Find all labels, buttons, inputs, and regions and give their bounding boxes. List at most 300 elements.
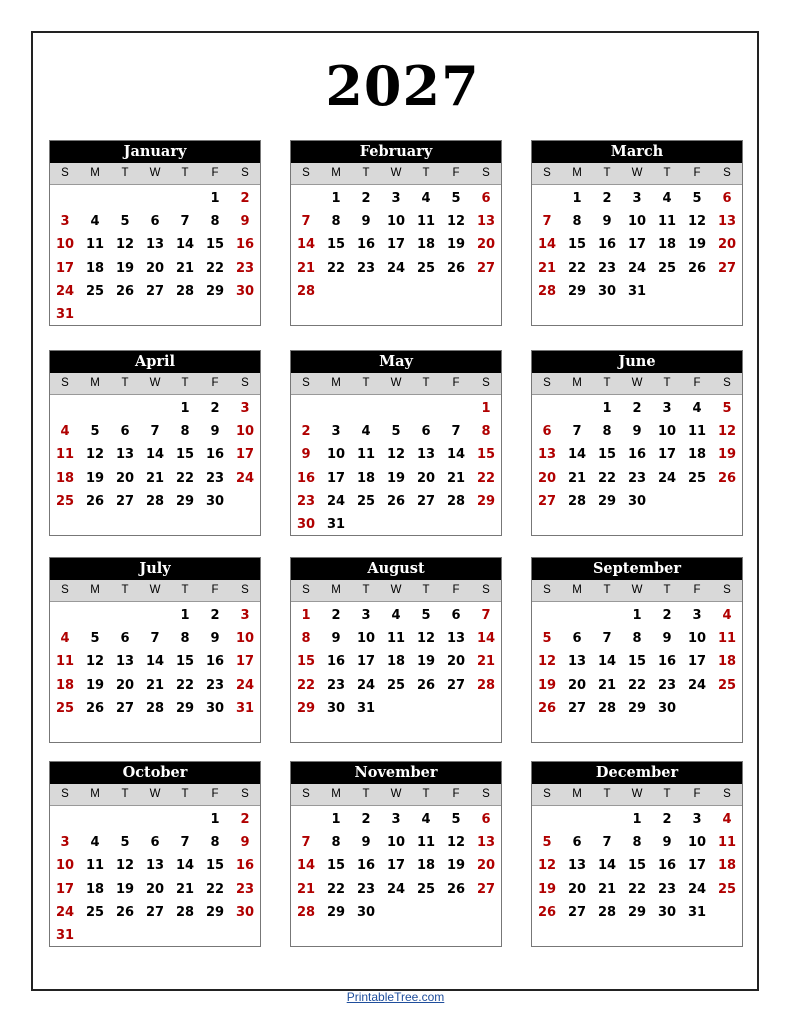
weekday-label: M — [572, 167, 582, 179]
day-cell: 3 — [692, 812, 702, 827]
weekday-label: W — [149, 788, 161, 800]
day-cell: 13 — [717, 214, 737, 230]
day-cell: 14 — [145, 654, 165, 670]
weekday-header — [532, 784, 742, 806]
day-cell: 9 — [361, 835, 371, 851]
empty-cell — [411, 397, 441, 420]
day-cell: 14 — [476, 631, 496, 647]
empty-cell — [351, 397, 381, 420]
day-cell: 23 — [296, 493, 316, 509]
day-cell: 5 — [120, 214, 130, 230]
day-cell: 11 — [55, 654, 75, 670]
day-cell: 28 — [597, 904, 617, 920]
day-cell: 23 — [235, 881, 255, 897]
day-cell: 18 — [717, 654, 737, 670]
day-cell: 29 — [627, 904, 647, 920]
weekday-label: M — [572, 377, 582, 389]
empty-cell — [532, 187, 562, 210]
weekday-label: T — [181, 167, 189, 179]
day-cell: 27 — [567, 700, 587, 716]
day-cell: 25 — [416, 881, 436, 897]
day-cell: 14 — [175, 237, 195, 253]
month-june — [531, 350, 743, 536]
day-cell: 12 — [537, 654, 557, 670]
empty-cell — [50, 397, 80, 420]
day-cell: 16 — [296, 470, 316, 486]
day-cell: 22 — [567, 260, 587, 276]
day-cell: 6 — [572, 631, 582, 647]
weekday-header — [532, 580, 742, 602]
day-cell: 4 — [90, 214, 100, 230]
day-cell: 10 — [55, 237, 75, 253]
weekday-label: W — [631, 167, 643, 179]
day-cell: 8 — [602, 424, 612, 440]
day-cell: 26 — [537, 700, 557, 716]
day-cell: 29 — [627, 700, 647, 716]
day-cell: 5 — [722, 401, 732, 416]
day-cell: 18 — [657, 237, 677, 253]
empty-cell — [50, 187, 80, 210]
day-cell: 5 — [421, 608, 431, 623]
weekday-label: S — [723, 377, 731, 389]
empty-cell — [170, 187, 200, 210]
day-cell: 31 — [687, 904, 707, 920]
days-grid — [291, 602, 501, 742]
month-january — [49, 140, 261, 326]
month-april — [49, 350, 261, 536]
day-cell: 25 — [85, 904, 105, 920]
day-cell: 18 — [85, 260, 105, 276]
day-cell: 31 — [55, 306, 75, 322]
day-cell: 16 — [657, 858, 677, 874]
day-cell: 31 — [55, 927, 75, 943]
day-cell: 27 — [446, 677, 466, 693]
weekday-label: T — [362, 377, 370, 389]
day-cell: 28 — [145, 700, 165, 716]
day-cell: 28 — [175, 283, 195, 299]
day-cell: 1 — [572, 191, 582, 206]
day-cell: 11 — [386, 631, 406, 647]
day-cell: 19 — [446, 858, 466, 874]
month-name: August — [291, 558, 501, 580]
empty-cell — [80, 808, 110, 831]
day-cell: 24 — [386, 260, 406, 276]
day-cell: 28 — [597, 700, 617, 716]
day-cell: 1 — [210, 191, 220, 206]
day-cell: 10 — [326, 447, 346, 463]
day-cell: 11 — [416, 835, 436, 851]
day-cell: 9 — [331, 631, 341, 647]
day-cell: 28 — [446, 493, 466, 509]
day-cell: 19 — [537, 677, 557, 693]
day-cell: 23 — [627, 470, 647, 486]
day-cell: 27 — [115, 493, 135, 509]
day-cell: 27 — [476, 260, 496, 276]
day-cell: 9 — [602, 214, 612, 230]
weekday-label: W — [631, 584, 643, 596]
day-cell: 1 — [331, 191, 341, 206]
day-cell: 31 — [627, 283, 647, 299]
day-cell: 25 — [416, 260, 436, 276]
empty-cell — [80, 397, 110, 420]
weekday-label: T — [422, 584, 430, 596]
day-cell: 29 — [296, 700, 316, 716]
day-cell: 26 — [446, 881, 466, 897]
day-cell: 20 — [567, 677, 587, 693]
weekday-label: S — [723, 788, 731, 800]
day-cell: 13 — [567, 858, 587, 874]
day-cell: 26 — [85, 493, 105, 509]
day-cell: 11 — [85, 237, 105, 253]
day-cell: 14 — [597, 858, 617, 874]
day-cell: 30 — [205, 493, 225, 509]
day-cell: 22 — [326, 881, 346, 897]
day-cell: 17 — [55, 260, 75, 276]
day-cell: 30 — [657, 904, 677, 920]
day-cell: 24 — [687, 881, 707, 897]
weekday-label: S — [482, 377, 490, 389]
day-cell: 6 — [421, 424, 431, 440]
weekday-label: S — [61, 167, 69, 179]
weekday-label: S — [241, 167, 249, 179]
day-cell: 9 — [210, 631, 220, 647]
day-cell: 23 — [356, 881, 376, 897]
day-cell: 13 — [537, 447, 557, 463]
day-cell: 24 — [326, 493, 346, 509]
days-grid — [50, 395, 260, 535]
weekday-label: S — [482, 167, 490, 179]
empty-cell — [80, 187, 110, 210]
day-cell: 1 — [602, 401, 612, 416]
weekday-label: T — [362, 788, 370, 800]
day-cell: 1 — [180, 401, 190, 416]
day-cell: 26 — [717, 470, 737, 486]
day-cell: 6 — [542, 424, 552, 440]
day-cell: 16 — [627, 447, 647, 463]
day-cell: 3 — [240, 401, 250, 416]
weekday-label: T — [422, 788, 430, 800]
day-cell: 5 — [451, 812, 461, 827]
day-cell: 2 — [632, 401, 642, 416]
weekday-label: T — [603, 167, 611, 179]
day-cell: 19 — [85, 470, 105, 486]
day-cell: 14 — [296, 858, 316, 874]
month-name: April — [50, 351, 260, 373]
day-cell: 22 — [627, 881, 647, 897]
day-cell: 13 — [145, 858, 165, 874]
days-grid — [50, 602, 260, 742]
day-cell: 10 — [657, 424, 677, 440]
weekday-label: F — [693, 167, 701, 179]
weekday-label: F — [211, 377, 219, 389]
weekday-label: W — [149, 167, 161, 179]
weekday-label: F — [693, 377, 701, 389]
day-cell: 5 — [692, 191, 702, 206]
day-cell: 12 — [537, 858, 557, 874]
day-cell: 4 — [361, 424, 371, 440]
day-cell: 10 — [386, 835, 406, 851]
day-cell: 7 — [602, 835, 612, 851]
day-cell: 26 — [115, 904, 135, 920]
day-cell: 25 — [85, 283, 105, 299]
day-cell: 13 — [115, 654, 135, 670]
weekday-label: T — [603, 584, 611, 596]
weekday-label: T — [121, 377, 129, 389]
day-cell: 17 — [687, 858, 707, 874]
day-cell: 28 — [567, 493, 587, 509]
empty-cell — [110, 397, 140, 420]
day-cell: 26 — [416, 677, 436, 693]
weekday-label: F — [452, 167, 460, 179]
day-cell: 3 — [692, 608, 702, 623]
empty-cell — [562, 808, 592, 831]
day-cell: 26 — [687, 260, 707, 276]
weekday-label: F — [452, 584, 460, 596]
day-cell: 4 — [722, 608, 732, 623]
day-cell: 6 — [481, 812, 491, 827]
day-cell: 24 — [55, 904, 75, 920]
day-cell: 29 — [205, 283, 225, 299]
month-name: May — [291, 351, 501, 373]
day-cell: 23 — [205, 677, 225, 693]
day-cell: 22 — [175, 677, 195, 693]
day-cell: 31 — [326, 516, 346, 532]
days-grid — [532, 806, 742, 946]
weekday-label: M — [572, 584, 582, 596]
day-cell: 12 — [687, 214, 707, 230]
day-cell: 17 — [356, 654, 376, 670]
day-cell: 17 — [687, 654, 707, 670]
day-cell: 17 — [235, 447, 255, 463]
day-cell: 19 — [386, 470, 406, 486]
day-cell: 29 — [205, 904, 225, 920]
empty-cell — [140, 808, 170, 831]
day-cell: 7 — [542, 214, 552, 230]
day-cell: 16 — [235, 858, 255, 874]
weekday-label: S — [61, 584, 69, 596]
days-grid — [291, 806, 501, 946]
day-cell: 19 — [446, 237, 466, 253]
weekday-label: S — [482, 788, 490, 800]
day-cell: 6 — [451, 608, 461, 623]
day-cell: 5 — [120, 835, 130, 851]
day-cell: 20 — [416, 470, 436, 486]
day-cell: 27 — [145, 904, 165, 920]
day-cell: 13 — [476, 835, 496, 851]
day-cell: 4 — [662, 191, 672, 206]
day-cell: 8 — [481, 424, 491, 440]
day-cell: 11 — [717, 835, 737, 851]
month-name: June — [532, 351, 742, 373]
day-cell: 17 — [386, 858, 406, 874]
weekday-label: W — [390, 788, 402, 800]
day-cell: 23 — [657, 881, 677, 897]
day-cell: 7 — [180, 835, 190, 851]
day-cell: 23 — [235, 260, 255, 276]
weekday-header — [291, 163, 501, 185]
weekday-label: T — [181, 584, 189, 596]
day-cell: 27 — [416, 493, 436, 509]
weekday-label: M — [90, 788, 100, 800]
empty-cell — [110, 808, 140, 831]
day-cell: 11 — [55, 447, 75, 463]
day-cell: 8 — [572, 214, 582, 230]
weekday-label: S — [302, 167, 310, 179]
weekday-header — [50, 163, 260, 185]
day-cell: 14 — [567, 447, 587, 463]
day-cell: 18 — [55, 470, 75, 486]
weekday-header — [50, 580, 260, 602]
month-july — [49, 557, 261, 743]
weekday-label: T — [362, 167, 370, 179]
day-cell: 23 — [326, 677, 346, 693]
day-cell: 18 — [687, 447, 707, 463]
day-cell: 25 — [717, 881, 737, 897]
day-cell: 28 — [296, 283, 316, 299]
day-cell: 16 — [205, 654, 225, 670]
weekday-label: S — [543, 167, 551, 179]
day-cell: 6 — [150, 214, 160, 230]
weekday-label: F — [211, 788, 219, 800]
day-cell: 21 — [296, 881, 316, 897]
day-cell: 11 — [657, 214, 677, 230]
day-cell: 3 — [391, 812, 401, 827]
day-cell: 16 — [356, 237, 376, 253]
day-cell: 21 — [145, 677, 165, 693]
weekday-label: S — [723, 584, 731, 596]
day-cell: 22 — [476, 470, 496, 486]
day-cell: 28 — [175, 904, 195, 920]
day-cell: 1 — [180, 608, 190, 623]
day-cell: 15 — [175, 447, 195, 463]
weekday-label: S — [723, 167, 731, 179]
day-cell: 14 — [597, 654, 617, 670]
day-cell: 23 — [597, 260, 617, 276]
day-cell: 25 — [356, 493, 376, 509]
day-cell: 8 — [331, 835, 341, 851]
day-cell: 22 — [205, 260, 225, 276]
day-cell: 21 — [175, 260, 195, 276]
days-grid — [291, 395, 501, 535]
weekday-label: S — [543, 584, 551, 596]
day-cell: 12 — [386, 447, 406, 463]
day-cell: 15 — [175, 654, 195, 670]
day-cell: 17 — [235, 654, 255, 670]
day-cell: 27 — [717, 260, 737, 276]
day-cell: 15 — [205, 858, 225, 874]
weekday-label: T — [362, 584, 370, 596]
day-cell: 8 — [210, 835, 220, 851]
day-cell: 20 — [476, 237, 496, 253]
day-cell: 6 — [722, 191, 732, 206]
empty-cell — [321, 397, 351, 420]
empty-cell — [291, 808, 321, 831]
footer-link[interactable]: PrintableTree.com — [346, 990, 445, 1004]
day-cell: 2 — [361, 191, 371, 206]
day-cell: 17 — [326, 470, 346, 486]
day-cell: 24 — [235, 470, 255, 486]
weekday-header — [532, 163, 742, 185]
day-cell: 19 — [85, 677, 105, 693]
day-cell: 3 — [361, 608, 371, 623]
day-cell: 15 — [627, 858, 647, 874]
weekday-label: M — [90, 377, 100, 389]
day-cell: 27 — [145, 283, 165, 299]
days-grid — [291, 185, 501, 325]
day-cell: 25 — [55, 700, 75, 716]
day-cell: 26 — [115, 283, 135, 299]
weekday-header — [291, 784, 501, 806]
day-cell: 8 — [331, 214, 341, 230]
day-cell: 5 — [542, 631, 552, 647]
day-cell: 20 — [717, 237, 737, 253]
day-cell: 24 — [55, 283, 75, 299]
day-cell: 19 — [537, 881, 557, 897]
day-cell: 27 — [537, 493, 557, 509]
day-cell: 18 — [416, 858, 436, 874]
weekday-label: T — [663, 788, 671, 800]
day-cell: 29 — [326, 904, 346, 920]
weekday-label: S — [61, 788, 69, 800]
day-cell: 21 — [446, 470, 466, 486]
day-cell: 30 — [235, 904, 255, 920]
day-cell: 4 — [60, 424, 70, 440]
day-cell: 4 — [722, 812, 732, 827]
year-title: 2027 — [325, 54, 480, 118]
empty-cell — [562, 397, 592, 420]
day-cell: 4 — [421, 812, 431, 827]
weekday-label: F — [452, 788, 460, 800]
day-cell: 2 — [240, 191, 250, 206]
day-cell: 17 — [386, 237, 406, 253]
weekday-label: M — [331, 584, 341, 596]
empty-cell — [441, 397, 471, 420]
day-cell: 21 — [597, 881, 617, 897]
day-cell: 14 — [145, 447, 165, 463]
day-cell: 19 — [416, 654, 436, 670]
day-cell: 10 — [687, 835, 707, 851]
weekday-label: F — [693, 788, 701, 800]
month-name: October — [50, 762, 260, 784]
day-cell: 25 — [687, 470, 707, 486]
day-cell: 26 — [446, 260, 466, 276]
day-cell: 25 — [717, 677, 737, 693]
day-cell: 19 — [115, 260, 135, 276]
weekday-label: T — [181, 377, 189, 389]
day-cell: 10 — [55, 858, 75, 874]
day-cell: 20 — [145, 881, 165, 897]
day-cell: 1 — [301, 608, 311, 623]
weekday-label: M — [331, 788, 341, 800]
empty-cell — [140, 397, 170, 420]
day-cell: 3 — [662, 401, 672, 416]
day-cell: 7 — [572, 424, 582, 440]
day-cell: 9 — [210, 424, 220, 440]
weekday-label: M — [90, 584, 100, 596]
day-cell: 24 — [657, 470, 677, 486]
empty-cell — [562, 604, 592, 627]
day-cell: 13 — [476, 214, 496, 230]
day-cell: 25 — [55, 493, 75, 509]
day-cell: 1 — [481, 401, 491, 416]
weekday-label: W — [631, 377, 643, 389]
weekday-label: S — [241, 377, 249, 389]
weekday-label: F — [211, 584, 219, 596]
empty-cell — [592, 808, 622, 831]
day-cell: 22 — [296, 677, 316, 693]
day-cell: 22 — [175, 470, 195, 486]
empty-cell — [592, 604, 622, 627]
